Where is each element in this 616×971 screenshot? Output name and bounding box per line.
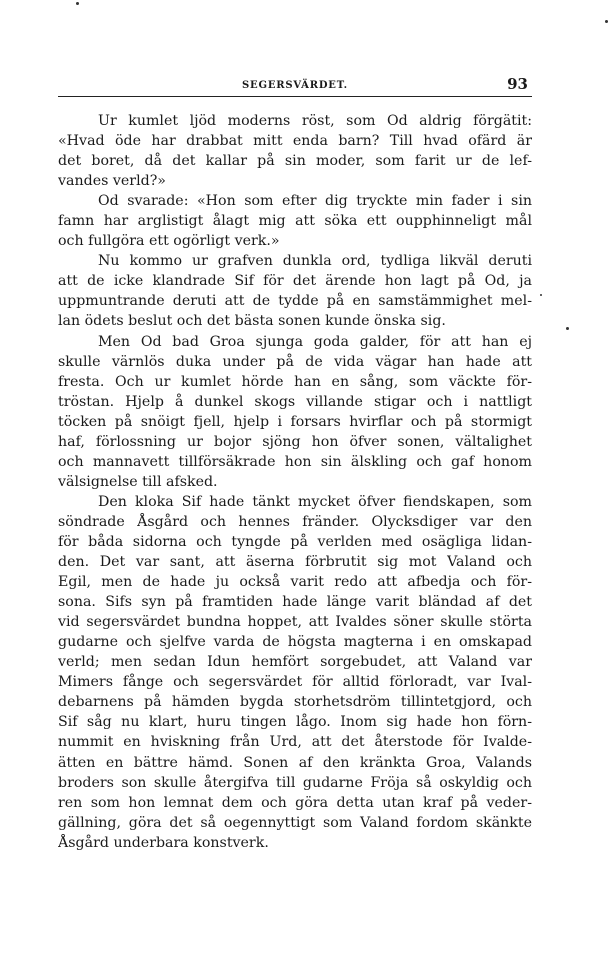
text-line: vid segersvärdet bundna hoppet, att Ivaldes söner skulle störta — [58, 614, 532, 631]
text-line: broders son skulle återgifva till gudarne Fröja så oskyldig och — [58, 774, 532, 791]
paper-speck — [76, 2, 79, 5]
text-line: Men Od bad Groa sjunga goda galder, för att han ej — [98, 333, 532, 350]
text-line: uppmuntrande deruti att de tydde på en samstämmighet mel- — [58, 293, 532, 310]
text-line: Sif såg nu klart, huru tingen lågo. Inom sig hade hon förn- — [58, 714, 532, 731]
text-line: verld; men sedan Idun hemfört sorgebudet, att Valand var — [58, 654, 532, 671]
text-line: den. Det var sant, att äserna förbrutit sig mot Valand och — [58, 554, 532, 571]
text-line: nummit en hviskning från Urd, att det återstode för Ivalde- — [58, 734, 532, 751]
text-line: Ur kumlet ljöd moderns röst, som Od aldrig förgätit: — [98, 113, 532, 129]
text-line: sona. Sifs syn på framtiden hade länge varit bländad af det — [58, 594, 532, 611]
text-line: ätten en bättre hämd. Sonen af den kränkta Groa, Valands — [58, 754, 532, 771]
text-line: «Hvad öde har drabbat mitt enda barn? Till hvad ofärd är — [58, 133, 532, 150]
text-line: Od svarade: «Hon som efter dig tryckte min fader i sin — [98, 193, 532, 210]
text-line: töcken på snöigt fjell, hjelp i forsars hvirflar och på stormigt — [58, 413, 532, 430]
text-line: tröstan. Hjelp å dunkel skogs villande stigar och i nattligt — [58, 393, 532, 410]
text-line: det boret, då det kallar på sin moder, som farit ur de lef- — [58, 153, 532, 170]
text-line: gudarne och sjelfve varda de högsta magterna i en omskapad — [58, 634, 532, 651]
text-line: Den kloka Sif hade tänkt mycket öfver fiendskapen, som — [98, 493, 532, 510]
text-line: för båda sidorna och tyngde på verlden med osägliga lidan- — [58, 533, 532, 550]
text-line: vandes verld?» — [58, 173, 166, 190]
text-line: Mimers fånge och segersvärdet för alltid förloradt, var Ival- — [58, 674, 532, 691]
text-line: lan ödets beslut och det bästa sonen kunde önska sig. — [58, 313, 446, 330]
text-line: gällning, göra det så oegennyttigt som Valand fordom skänkte — [58, 814, 532, 831]
paper-speck — [566, 327, 569, 330]
text-line: söndrade Åsgård och hennes fränder. Olycksdiger var den — [58, 513, 532, 530]
book-page — [58, 72, 532, 853]
text-line: Egil, men de hade ju också varit redo att afbedja och för- — [58, 574, 532, 591]
text-line: välsignelse till afsked. — [58, 473, 218, 490]
text-line: debarnens på hämden bygda storhetsdröm tillintetgjord, och — [58, 694, 532, 711]
text-line: att de icke klandrade Sif för det ärende hon lagt på Od, ja — [58, 273, 532, 290]
text-line: haf, förlossning ur bojor sjöng hon öfver sonen, vältalighet — [58, 433, 532, 450]
page-number: 93 — [507, 75, 528, 93]
text-line: skulle värnlös duka under på de vida vägar han hade att — [58, 353, 532, 370]
paper-speck — [605, 20, 608, 23]
text-line: Nu kommo ur grafven dunkla ord, tydliga likväl deruti — [98, 253, 532, 270]
running-head: SEGERSVÄRDET. — [242, 80, 348, 91]
page-body-text — [58, 111, 532, 853]
text-line: famn har arglistigt ålagt mig att söka ett oupphinneligt mål — [58, 213, 532, 230]
text-line: Åsgård underbara konstverk. — [58, 834, 269, 851]
text-line: ren som hon lemnat dem och göra detta utan kraf på veder- — [58, 794, 532, 811]
paper-speck — [540, 294, 542, 296]
text-line: fresta. Och ur kumlet hörde han en sång, som väckte för- — [58, 373, 532, 390]
text-line: och fullgöra ett ogörligt verk.» — [58, 233, 280, 250]
page-header — [58, 72, 532, 97]
text-line: och mannavett tillförsäkrade hon sin älskling och gaf honom — [58, 453, 532, 470]
